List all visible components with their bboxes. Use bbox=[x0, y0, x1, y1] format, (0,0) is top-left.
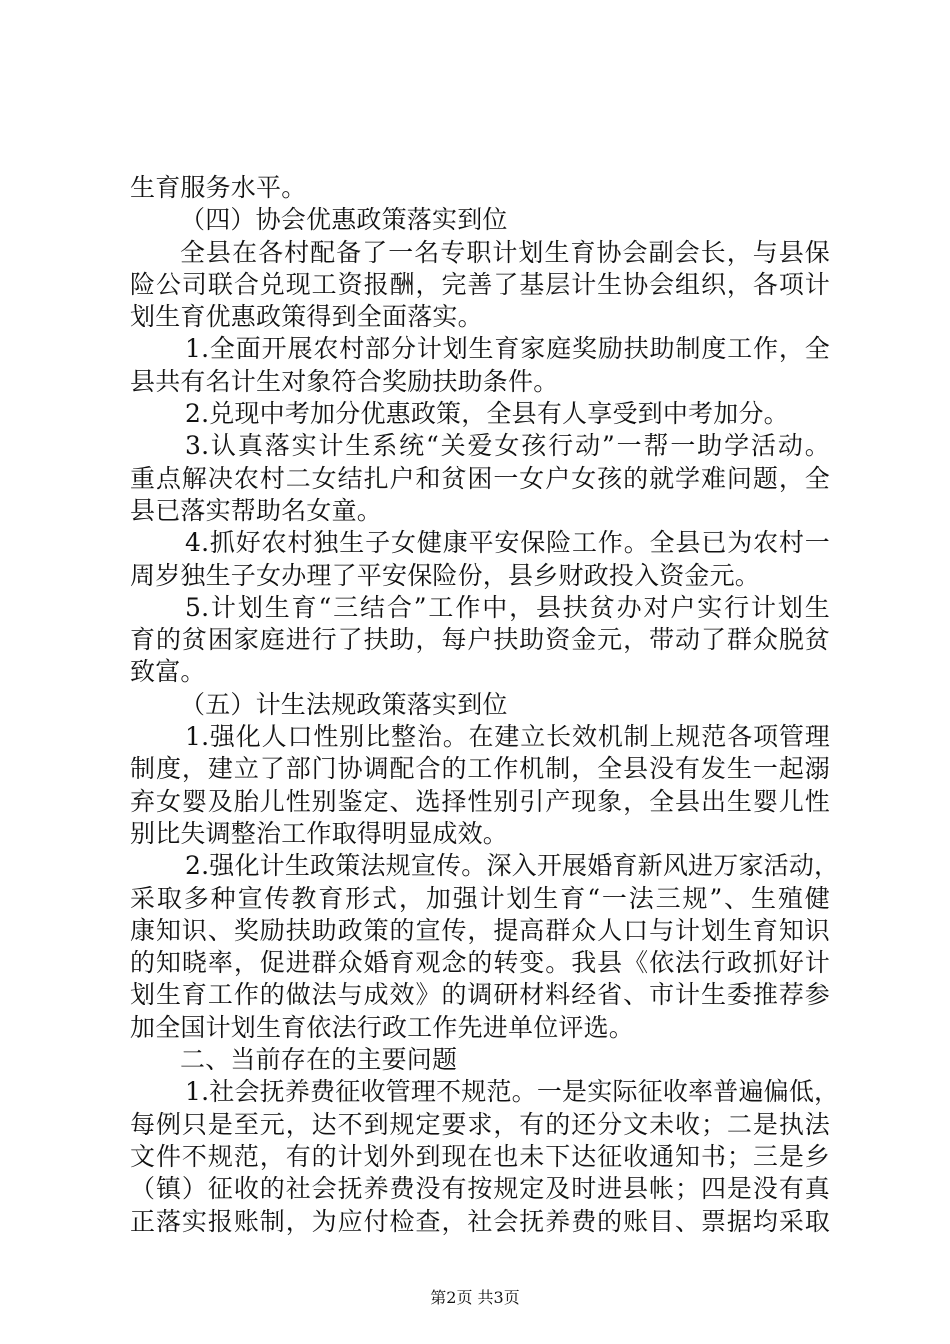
text-line: 2.强化计生政策法规宣传。深入开展婚育新风进万家活动， bbox=[185, 851, 840, 881]
text-line: 划生育工作的做法与成效》的调研材料经省、市计生委推荐参 bbox=[130, 980, 830, 1010]
text-line: 重点解决农村二女结扎户和贫困一女户女孩的就学难问题，全 bbox=[130, 463, 830, 493]
text-line: 划生育优惠政策得到全面落实。 bbox=[130, 302, 483, 332]
text-line: 全县在各村配备了一名专职计划生育协会副会长，与县保 bbox=[180, 237, 830, 267]
text-line: 康知识、奖励扶助政策的宣传，提高群众人口与计划生育知识 bbox=[130, 915, 830, 945]
text-line: 育的贫困家庭进行了扶助，每户扶助资金元，带动了群众脱贫 bbox=[130, 625, 830, 655]
section-heading: （五）计生法规政策落实到位 bbox=[180, 689, 508, 719]
text-line: 加全国计划生育依法行政工作先进单位评选。 bbox=[130, 1012, 635, 1042]
text-line: 每例只是至元，达不到规定要求，有的还分文未收；二是执法 bbox=[130, 1109, 830, 1139]
text-line: 弃女婴及胎儿性别鉴定、选择性别引产现象，全县出生婴儿性 bbox=[130, 786, 830, 816]
text-line: 生育服务水平。 bbox=[130, 173, 307, 202]
text-line: 险公司联合兑现工资报酬，完善了基层计生协会组织，各项计 bbox=[130, 269, 830, 299]
text-line: 正落实报账制，为应付检查，社会抚养费的账目、票据均采取 bbox=[130, 1206, 830, 1236]
page-number-footer: 第2页 共3页 bbox=[430, 1288, 520, 1307]
text-line: 制度，建立了部门协调配合的工作机制，全县没有发生一起溺 bbox=[130, 754, 830, 784]
text-line: 县已落实帮助名女童。 bbox=[130, 495, 383, 525]
text-line: 5.计划生育“三结合”工作中，县扶贫办对户实行计划生 bbox=[185, 592, 830, 622]
text-line: 4.抓好农村独生子女健康平安保险工作。全县已为农村一 bbox=[185, 528, 830, 558]
text-line: 1.强化人口性别比整治。在建立长效机制上规范各项管理 bbox=[185, 722, 830, 752]
text-line: 采取多种宣传教育形式，加强计划生育“一法三规”、生殖健 bbox=[130, 883, 830, 913]
section-heading: 二、当前存在的主要问题 bbox=[180, 1045, 458, 1075]
text-line: 周岁独生子女办理了平安保险份，县乡财政投入资金元。 bbox=[130, 560, 761, 590]
document-body bbox=[130, 172, 840, 1238]
text-line: 致富。 bbox=[130, 657, 206, 687]
section-heading: （四）协会优惠政策落实到位 bbox=[180, 205, 508, 235]
text-line: 3.认真落实计生系统“关爱女孩行动”一帮一助学活动。 bbox=[185, 431, 830, 461]
text-line: 县共有名计生对象符合奖励扶助条件。 bbox=[130, 366, 559, 396]
text-line: 1.全面开展农村部分计划生育家庭奖励扶助制度工作，全 bbox=[185, 334, 830, 364]
text-line: 2.兑现中考加分优惠政策，全县有人享受到中考加分。 bbox=[185, 399, 789, 429]
text-line: （镇）征收的社会抚养费没有按规定及时进县帐；四是没有真 bbox=[130, 1174, 830, 1204]
text-line: 的知晓率，促进群众婚育观念的转变。我县《依法行政抓好计 bbox=[130, 948, 830, 978]
text-line: 文件不规范，有的计划外到现在也未下达征收通知书；三是乡 bbox=[130, 1141, 830, 1171]
text-line: 别比失调整治工作取得明显成效。 bbox=[130, 818, 509, 848]
text-line: 1.社会抚养费征收管理不规范。一是实际征收率普遍偏低， bbox=[185, 1077, 840, 1107]
